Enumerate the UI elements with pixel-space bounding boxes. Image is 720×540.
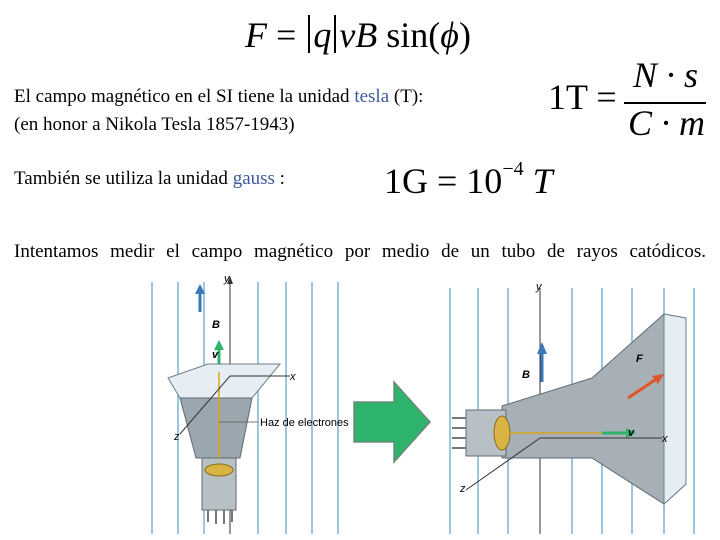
v-label-right: v bbox=[628, 427, 635, 439]
abs-bar-left bbox=[308, 15, 310, 53]
figure-crt-vertical bbox=[140, 272, 350, 534]
tesla-unit-name: tesla bbox=[354, 86, 390, 107]
crt-funnel-left bbox=[180, 398, 252, 458]
gauss-suffix: : bbox=[274, 168, 285, 189]
beam-label: Haz de electrones bbox=[260, 417, 349, 429]
crt-pins-left bbox=[208, 510, 232, 524]
gauss-lhs: 1G = 10 bbox=[384, 161, 503, 201]
eq-sin: sin( bbox=[386, 15, 441, 55]
crt-screen-right bbox=[664, 314, 686, 504]
tesla-sentence bbox=[14, 86, 423, 108]
eq-F: F bbox=[245, 15, 267, 55]
force-equation bbox=[245, 14, 471, 56]
axis-y-label-right: y bbox=[536, 281, 542, 293]
B-label-right: B bbox=[522, 369, 530, 381]
axis-x-label-left: x bbox=[290, 371, 296, 383]
gauss-sentence bbox=[14, 168, 285, 190]
transition-arrow bbox=[352, 380, 432, 464]
axis-x-label-right: x bbox=[662, 433, 668, 445]
tesla-prefix: El campo magnético en el SI tiene la unidad bbox=[14, 86, 355, 107]
axis-z-label-right: z bbox=[460, 483, 466, 495]
crt-pins-right bbox=[452, 418, 466, 448]
tesla-honor: (en honor a Nikola Tesla 1857-1943) bbox=[14, 114, 295, 135]
eq-q: q bbox=[313, 15, 332, 55]
v-label-left: v bbox=[212, 349, 219, 361]
crt-body-right bbox=[502, 314, 686, 504]
eq-phi: ϕ bbox=[440, 15, 459, 55]
tesla-lhs: 1T = bbox=[548, 77, 617, 117]
figure-crt-horizontal bbox=[432, 278, 716, 534]
gauss-exponent: −4 bbox=[502, 158, 524, 180]
green-arrow-shape bbox=[354, 382, 430, 462]
axis-y-label-left: y bbox=[224, 273, 230, 285]
F-label-right: F bbox=[636, 353, 643, 365]
intro-paragraph: Intentamos medir el campo magnético por medio de un tubo de rayos catódicos. bbox=[14, 241, 706, 262]
gauss-definition bbox=[384, 158, 553, 202]
axis-z-label-left: z bbox=[174, 431, 180, 443]
crt-screen-left bbox=[168, 364, 280, 398]
gauss-unit: T bbox=[532, 161, 553, 201]
electron-gun-left bbox=[205, 464, 233, 476]
tesla-numerator: N · s bbox=[633, 55, 699, 95]
B-arrowhead-right bbox=[537, 342, 547, 354]
tesla-denominator: C · m bbox=[628, 103, 706, 143]
eq-v: v bbox=[339, 15, 356, 55]
gauss-unit-name: gauss bbox=[232, 168, 275, 189]
abs-bar-right bbox=[334, 15, 336, 53]
eq-close: ) bbox=[458, 15, 471, 55]
electron-gun-right bbox=[494, 416, 510, 450]
eq-equals: = bbox=[276, 15, 297, 55]
tesla-definition bbox=[548, 52, 708, 148]
B-label-left: B bbox=[212, 319, 220, 331]
eq-B: B bbox=[355, 15, 378, 55]
tesla-suffix: (T): bbox=[389, 86, 424, 107]
gauss-prefix: También se utiliza la unidad bbox=[14, 168, 233, 189]
